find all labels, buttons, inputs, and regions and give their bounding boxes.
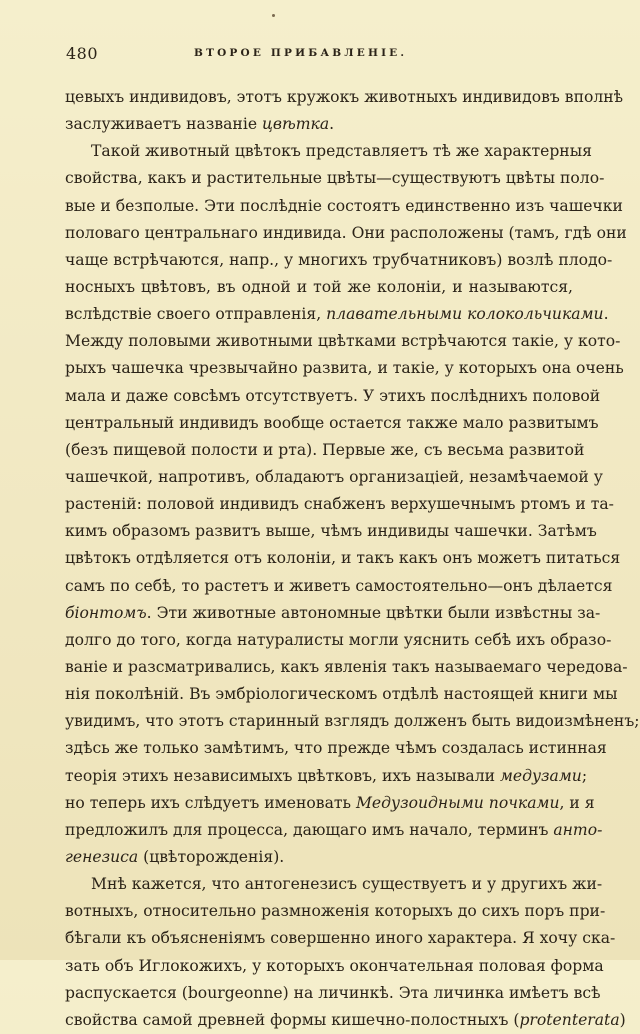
text-line: чашечкой, напротивъ, обладаютъ организаціей, незамѣчаемой у bbox=[65, 467, 603, 486]
text-line: но теперь ихъ слѣдуетъ именовать Медузоидными почками, и я bbox=[65, 793, 595, 812]
text-line: предложилъ для процесса, дающаго имъ начало, терминъ анто- bbox=[65, 820, 603, 839]
text-line: (безъ пищевой полости и рта). Первые же, съ весьма развитой bbox=[65, 440, 585, 459]
text-line: теорія этихъ независимыхъ цвѣтковъ, ихъ называли медузами; bbox=[65, 766, 588, 785]
text-line: свойства, какъ и растительные цвѣты—существуютъ цвѣты поло- bbox=[65, 169, 605, 188]
text-line: растеній: половой индивидъ снабженъ верхушечнымъ ртомъ и та- bbox=[65, 495, 614, 514]
text-line: самъ по себѣ, то растетъ и живетъ самостоятельно—онъ дѣлается bbox=[65, 576, 613, 595]
text-line: вые и безполые. Эти послѣдніе состоятъ единственно изъ чашечки bbox=[65, 196, 623, 215]
italic-term: медузами bbox=[499, 766, 582, 785]
text-line: цевыхъ индивидовъ, этотъ кружокъ животныхъ индивидовъ вполнѣ bbox=[65, 88, 624, 106]
text-line: вотныхъ, относительно размноженія которыхъ до сихъ поръ при- bbox=[65, 902, 606, 921]
text-line: распускается (bourgeonne) на личинкѣ. Эта личинка имѣетъ всѣ bbox=[65, 983, 601, 1002]
text-line: нія поколѣній. Въ эмбріологическомъ отдѣлѣ настоящей книги мы bbox=[65, 685, 618, 704]
text-line: кимъ образомъ развитъ выше, чѣмъ индивиды чашечки. Затѣмъ bbox=[65, 522, 597, 541]
text-line: здѣсь же только замѣтимъ, что прежде чѣмъ создалась истинная bbox=[65, 739, 607, 758]
text-line: половаго центральнаго индивида. Они расположены (тамъ, гдѣ они bbox=[65, 223, 627, 242]
italic-term: плавательными колокольчиками bbox=[326, 305, 604, 324]
text-line: заслуживаетъ названіе цвѣтка. bbox=[65, 115, 335, 134]
italic-term: генезиса bbox=[65, 847, 139, 866]
text-line: Мнѣ кажется, что антогенезисъ существуетъ и у другихъ жи- bbox=[91, 875, 603, 894]
text-line: бѣгали къ объясненіямъ совершенно иного характера. Я хочу ска- bbox=[65, 929, 616, 948]
page-body bbox=[65, 84, 640, 1034]
text-line: цвѣтокъ отдѣляется отъ колоніи, и такъ какъ онъ можетъ питаться bbox=[65, 549, 621, 568]
page-number: 480 bbox=[66, 44, 99, 63]
text-line: ваніе и разсматривались, какъ явленія такъ называемаго чередова- bbox=[65, 657, 628, 676]
text-line: мала и даже совсѣмъ отсутствуетъ. У этихъ послѣднихъ половой bbox=[65, 386, 601, 405]
italic-term: цвѣтка bbox=[262, 115, 330, 134]
text-line: носныхъ цвѣтовъ, въ одной и той же колоніи, и называются, bbox=[65, 277, 573, 296]
text-line: центральный индивидъ вообще остается также мало развитымъ bbox=[65, 413, 599, 432]
text-line: зать объ Иглокожихъ, у которыхъ окончательная половая форма bbox=[65, 956, 604, 975]
text-line: біонтомъ. Эти животные автономные цвѣтки были извѣстны за- bbox=[65, 603, 601, 622]
text-line: Между половыми животными цвѣтками встрѣчаются такіе, у кото- bbox=[65, 332, 621, 351]
text-line: рыхъ чашечка чрезвычайно развита, и такіе, у которыхъ она очень bbox=[65, 359, 624, 378]
text-line: Такой животный цвѣтокъ представляетъ тѣ же характерныя bbox=[91, 142, 592, 161]
italic-term: Медузоидными почками bbox=[355, 793, 560, 812]
page-header bbox=[66, 44, 572, 66]
italic-term: protenterata bbox=[519, 1010, 620, 1029]
text-line: чаще встрѣчаются, напр., у многихъ трубчатниковъ) возлѣ плодо- bbox=[65, 250, 613, 269]
running-head: ВТОРОЕ ПРИБАВЛЕНІЕ. bbox=[194, 47, 408, 59]
italic-term: біонтомъ bbox=[65, 603, 147, 622]
italic-term: анто- bbox=[553, 820, 603, 839]
text-line: генезиса (цвѣторожденія). bbox=[65, 847, 285, 866]
text-line: вслѣдствіе своего отправленія, плавательными колокольчиками. bbox=[65, 305, 609, 324]
text-line: свойства самой древней формы кишечно-полостныхъ (protenterata) bbox=[65, 1010, 626, 1029]
ink-speck bbox=[272, 14, 275, 17]
text-line: долго до того, когда натуралисты могли уяснить себѣ ихъ образо- bbox=[65, 630, 612, 649]
text-line: увидимъ, что этотъ старинный взглядъ долженъ быть видоизмѣненъ; bbox=[65, 712, 640, 731]
